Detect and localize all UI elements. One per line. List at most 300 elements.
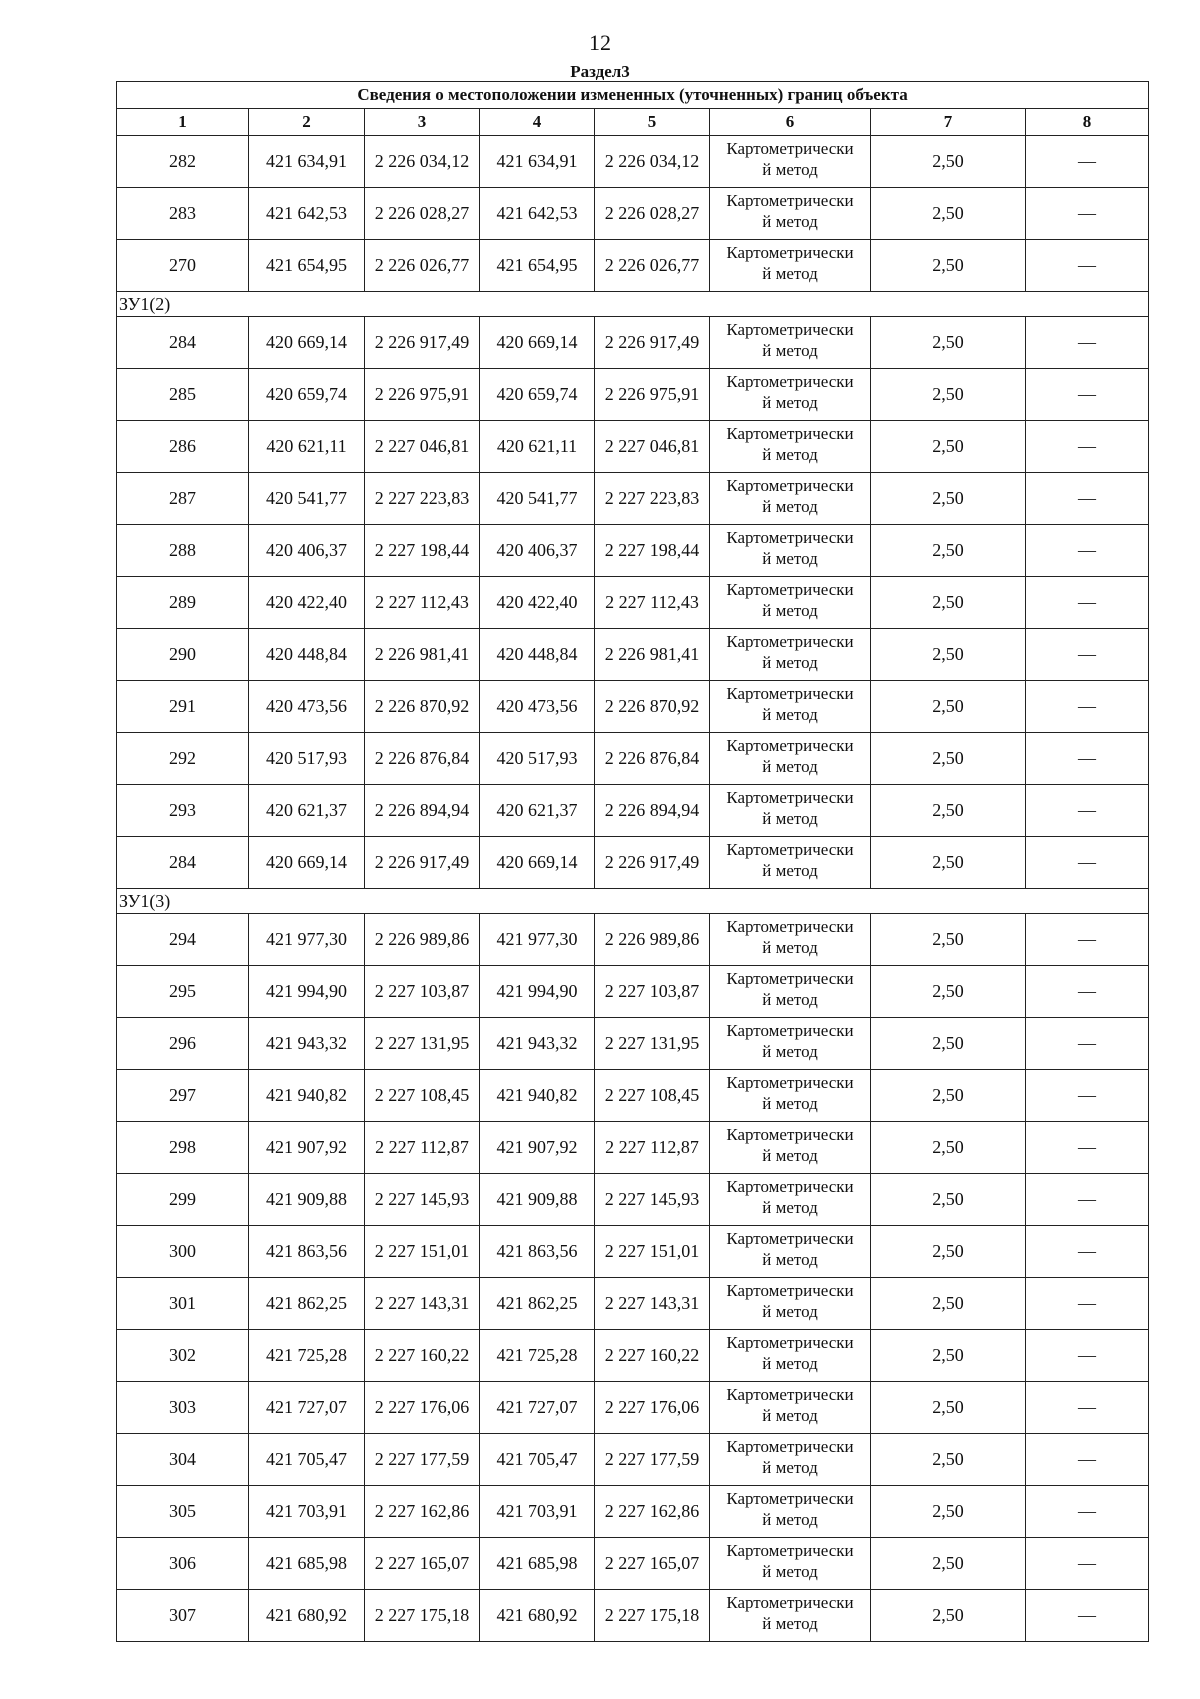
method-text-line: й метод [762, 160, 818, 179]
table-row [117, 733, 1149, 785]
table-row [117, 1070, 1149, 1122]
note-cell: — [1026, 317, 1149, 369]
note-cell: — [1026, 629, 1149, 681]
note-cell: — [1026, 1330, 1149, 1382]
table-row [117, 1122, 1149, 1174]
precision-cell: 2,50 [871, 525, 1026, 577]
method-cell [710, 1538, 871, 1590]
table-row [117, 1226, 1149, 1278]
x-new-cell: 420 621,37 [480, 785, 595, 837]
point-number-cell: 306 [117, 1538, 249, 1590]
column-header: 8 [1026, 109, 1149, 136]
note-cell: — [1026, 1070, 1149, 1122]
table-row [117, 681, 1149, 733]
precision-cell: 2,50 [871, 681, 1026, 733]
x-old-cell: 421 943,32 [249, 1018, 365, 1070]
y-old-cell: 2 227 223,83 [365, 473, 480, 525]
note-cell: — [1026, 1018, 1149, 1070]
note-cell: — [1026, 136, 1149, 188]
method-cell [710, 681, 871, 733]
y-old-cell: 2 227 103,87 [365, 966, 480, 1018]
method-text-line: й метод [762, 1614, 818, 1633]
method-cell [710, 1018, 871, 1070]
column-header: 4 [480, 109, 595, 136]
table-body [117, 136, 1149, 1642]
x-new-cell: 421 703,91 [480, 1486, 595, 1538]
note-cell: — [1026, 421, 1149, 473]
x-old-cell: 421 685,98 [249, 1538, 365, 1590]
y-new-cell: 2 226 870,92 [595, 681, 710, 733]
page-number: 12 [589, 30, 611, 55]
y-old-cell: 2 227 177,59 [365, 1434, 480, 1486]
x-old-cell: 421 909,88 [249, 1174, 365, 1226]
table-row [117, 240, 1149, 292]
note-cell: — [1026, 1382, 1149, 1434]
precision-cell: 2,50 [871, 1486, 1026, 1538]
column-header: 3 [365, 109, 480, 136]
x-old-cell: 421 680,92 [249, 1590, 365, 1642]
method-cell [710, 1486, 871, 1538]
x-new-cell: 420 621,11 [480, 421, 595, 473]
x-old-cell: 420 621,11 [249, 421, 365, 473]
y-old-cell: 2 227 143,31 [365, 1278, 480, 1330]
precision-cell: 2,50 [871, 1382, 1026, 1434]
y-old-cell: 2 226 034,12 [365, 136, 480, 188]
x-new-cell: 421 977,30 [480, 914, 595, 966]
method-text-line: й метод [762, 1250, 818, 1269]
method-text-line: й метод [762, 705, 818, 724]
x-new-cell: 421 634,91 [480, 136, 595, 188]
y-old-cell: 2 226 870,92 [365, 681, 480, 733]
x-new-cell: 421 685,98 [480, 1538, 595, 1590]
x-new-cell: 420 422,40 [480, 577, 595, 629]
x-new-cell: 421 862,25 [480, 1278, 595, 1330]
y-old-cell: 2 226 894,94 [365, 785, 480, 837]
precision-cell: 2,50 [871, 1330, 1026, 1382]
x-old-cell: 421 727,07 [249, 1382, 365, 1434]
method-text-line: Картометрически [726, 917, 854, 936]
note-cell: — [1026, 188, 1149, 240]
y-new-cell: 2 227 176,06 [595, 1382, 710, 1434]
method-text-line: й метод [762, 1354, 818, 1373]
x-new-cell: 420 669,14 [480, 317, 595, 369]
method-text-line: Картометрически [726, 1073, 854, 1092]
method-cell [710, 1174, 871, 1226]
y-old-cell: 2 227 165,07 [365, 1538, 480, 1590]
precision-cell: 2,50 [871, 1226, 1026, 1278]
y-old-cell: 2 227 198,44 [365, 525, 480, 577]
method-cell [710, 317, 871, 369]
x-old-cell: 421 863,56 [249, 1226, 365, 1278]
method-text-line: Картометрически [726, 372, 854, 391]
y-old-cell: 2 227 108,45 [365, 1070, 480, 1122]
x-new-cell: 420 517,93 [480, 733, 595, 785]
x-new-cell: 420 406,37 [480, 525, 595, 577]
x-old-cell: 421 654,95 [249, 240, 365, 292]
y-old-cell: 2 226 975,91 [365, 369, 480, 421]
x-new-cell: 421 943,32 [480, 1018, 595, 1070]
note-cell: — [1026, 837, 1149, 889]
method-text-line: Картометрически [726, 684, 854, 703]
x-new-cell: 420 473,56 [480, 681, 595, 733]
y-new-cell: 2 227 046,81 [595, 421, 710, 473]
point-number-cell: 292 [117, 733, 249, 785]
precision-cell: 2,50 [871, 966, 1026, 1018]
x-old-cell: 421 634,91 [249, 136, 365, 188]
y-old-cell: 2 227 160,22 [365, 1330, 480, 1382]
method-text-line: Картометрически [726, 191, 854, 210]
y-new-cell: 2 227 112,43 [595, 577, 710, 629]
column-header: 6 [710, 109, 871, 136]
y-old-cell: 2 227 176,06 [365, 1382, 480, 1434]
y-new-cell: 2 226 028,27 [595, 188, 710, 240]
method-text-line: Картометрически [726, 632, 854, 651]
point-number-cell: 290 [117, 629, 249, 681]
method-text-line: й метод [762, 341, 818, 360]
note-cell: — [1026, 577, 1149, 629]
method-text-line: й метод [762, 1146, 818, 1165]
method-text-line: й метод [762, 445, 818, 464]
x-new-cell: 420 448,84 [480, 629, 595, 681]
y-new-cell: 2 227 151,01 [595, 1226, 710, 1278]
method-text-line: Картометрически [726, 1177, 854, 1196]
method-text-line: й метод [762, 1302, 818, 1321]
method-cell [710, 1070, 871, 1122]
table-row [117, 577, 1149, 629]
precision-cell: 2,50 [871, 733, 1026, 785]
table-row [117, 1382, 1149, 1434]
x-new-cell: 421 994,90 [480, 966, 595, 1018]
x-old-cell: 420 406,37 [249, 525, 365, 577]
note-cell: — [1026, 1590, 1149, 1642]
x-old-cell: 421 907,92 [249, 1122, 365, 1174]
x-old-cell: 420 541,77 [249, 473, 365, 525]
x-old-cell: 420 448,84 [249, 629, 365, 681]
point-number-cell: 291 [117, 681, 249, 733]
table-row [117, 136, 1149, 188]
note-cell: — [1026, 1278, 1149, 1330]
y-new-cell: 2 226 034,12 [595, 136, 710, 188]
y-old-cell: 2 226 876,84 [365, 733, 480, 785]
point-number-cell: 294 [117, 914, 249, 966]
point-number-cell: 289 [117, 577, 249, 629]
x-old-cell: 421 940,82 [249, 1070, 365, 1122]
precision-cell: 2,50 [871, 914, 1026, 966]
y-old-cell: 2 226 917,49 [365, 837, 480, 889]
x-old-cell: 420 659,74 [249, 369, 365, 421]
y-old-cell: 2 226 989,86 [365, 914, 480, 966]
precision-cell: 2,50 [871, 317, 1026, 369]
method-text-line: й метод [762, 1042, 818, 1061]
method-text-line: й метод [762, 1198, 818, 1217]
point-number-cell: 284 [117, 837, 249, 889]
precision-cell: 2,50 [871, 421, 1026, 473]
x-old-cell: 420 621,37 [249, 785, 365, 837]
table-row [117, 1434, 1149, 1486]
note-cell: — [1026, 681, 1149, 733]
precision-cell: 2,50 [871, 1538, 1026, 1590]
method-cell [710, 733, 871, 785]
note-cell: — [1026, 525, 1149, 577]
column-header: 1 [117, 109, 249, 136]
precision-cell: 2,50 [871, 188, 1026, 240]
note-cell: — [1026, 473, 1149, 525]
point-number-cell: 270 [117, 240, 249, 292]
y-new-cell: 2 227 198,44 [595, 525, 710, 577]
y-new-cell: 2 226 981,41 [595, 629, 710, 681]
method-cell [710, 785, 871, 837]
table-row [117, 188, 1149, 240]
method-text-line: й метод [762, 1094, 818, 1113]
point-number-cell: 282 [117, 136, 249, 188]
y-new-cell: 2 227 108,45 [595, 1070, 710, 1122]
x-new-cell: 421 642,53 [480, 188, 595, 240]
method-text-line: Картометрически [726, 736, 854, 755]
y-new-cell: 2 227 165,07 [595, 1538, 710, 1590]
method-cell [710, 1590, 871, 1642]
y-new-cell: 2 227 103,87 [595, 966, 710, 1018]
table-row [117, 421, 1149, 473]
y-new-cell: 2 226 917,49 [595, 837, 710, 889]
method-cell [710, 525, 871, 577]
x-old-cell: 421 725,28 [249, 1330, 365, 1382]
table-row [117, 317, 1149, 369]
point-number-cell: 287 [117, 473, 249, 525]
note-cell: — [1026, 966, 1149, 1018]
method-cell [710, 1226, 871, 1278]
y-new-cell: 2 227 145,93 [595, 1174, 710, 1226]
method-text-line: й метод [762, 1458, 818, 1477]
method-text-line: Картометрически [726, 969, 854, 988]
method-text-line: Картометрически [726, 580, 854, 599]
x-new-cell: 421 863,56 [480, 1226, 595, 1278]
y-new-cell: 2 227 162,86 [595, 1486, 710, 1538]
point-number-cell: 301 [117, 1278, 249, 1330]
method-text-line: Картометрически [726, 139, 854, 158]
method-cell [710, 577, 871, 629]
method-text-line: й метод [762, 549, 818, 568]
method-text-line: Картометрически [726, 1489, 854, 1508]
x-old-cell: 421 977,30 [249, 914, 365, 966]
point-number-cell: 293 [117, 785, 249, 837]
y-old-cell: 2 226 981,41 [365, 629, 480, 681]
precision-cell: 2,50 [871, 1018, 1026, 1070]
y-old-cell: 2 227 145,93 [365, 1174, 480, 1226]
note-cell: — [1026, 240, 1149, 292]
y-new-cell: 2 227 160,22 [595, 1330, 710, 1382]
point-number-cell: 284 [117, 317, 249, 369]
x-old-cell: 421 862,25 [249, 1278, 365, 1330]
point-number-cell: 298 [117, 1122, 249, 1174]
method-text-line: й метод [762, 212, 818, 231]
method-text-line: й метод [762, 264, 818, 283]
method-cell [710, 966, 871, 1018]
x-old-cell: 421 642,53 [249, 188, 365, 240]
method-cell [710, 240, 871, 292]
precision-cell: 2,50 [871, 1434, 1026, 1486]
point-number-cell: 295 [117, 966, 249, 1018]
point-number-cell: 283 [117, 188, 249, 240]
method-cell [710, 473, 871, 525]
group-label: ЗУ1(3) [117, 889, 1149, 914]
y-old-cell: 2 227 151,01 [365, 1226, 480, 1278]
table-row [117, 1278, 1149, 1330]
column-header: 7 [871, 109, 1026, 136]
table-row [117, 473, 1149, 525]
y-old-cell: 2 227 131,95 [365, 1018, 480, 1070]
note-cell: — [1026, 1226, 1149, 1278]
method-cell [710, 1330, 871, 1382]
y-new-cell: 2 226 975,91 [595, 369, 710, 421]
method-cell [710, 188, 871, 240]
table-row [117, 1330, 1149, 1382]
note-cell: — [1026, 1122, 1149, 1174]
precision-cell: 2,50 [871, 1174, 1026, 1226]
y-old-cell: 2 226 028,27 [365, 188, 480, 240]
x-old-cell: 420 669,14 [249, 837, 365, 889]
y-old-cell: 2 227 112,43 [365, 577, 480, 629]
group-label: ЗУ1(2) [117, 292, 1149, 317]
method-text-line: й метод [762, 601, 818, 620]
method-text-line: Картометрически [726, 1541, 854, 1560]
column-header: 2 [249, 109, 365, 136]
section-title: Раздел3 [570, 62, 630, 81]
precision-cell: 2,50 [871, 1278, 1026, 1330]
method-cell [710, 837, 871, 889]
x-new-cell: 421 727,07 [480, 1382, 595, 1434]
table-row [117, 966, 1149, 1018]
method-text-line: Картометрически [726, 1281, 854, 1300]
method-text-line: Картометрически [726, 1385, 854, 1404]
x-new-cell: 421 909,88 [480, 1174, 595, 1226]
precision-cell: 2,50 [871, 369, 1026, 421]
point-number-cell: 286 [117, 421, 249, 473]
point-number-cell: 305 [117, 1486, 249, 1538]
method-text-line: й метод [762, 653, 818, 672]
point-number-cell: 304 [117, 1434, 249, 1486]
y-old-cell: 2 226 026,77 [365, 240, 480, 292]
precision-cell: 2,50 [871, 837, 1026, 889]
x-new-cell: 420 541,77 [480, 473, 595, 525]
table-row [117, 369, 1149, 421]
method-cell [710, 369, 871, 421]
method-text-line: Картометрически [726, 840, 854, 859]
method-text-line: Картометрически [726, 788, 854, 807]
method-text-line: й метод [762, 990, 818, 1009]
method-text-line: Картометрически [726, 243, 854, 262]
x-old-cell: 420 473,56 [249, 681, 365, 733]
y-old-cell: 2 227 046,81 [365, 421, 480, 473]
x-new-cell: 421 940,82 [480, 1070, 595, 1122]
table-row [117, 785, 1149, 837]
x-new-cell: 420 659,74 [480, 369, 595, 421]
y-new-cell: 2 227 112,87 [595, 1122, 710, 1174]
y-new-cell: 2 226 894,94 [595, 785, 710, 837]
method-cell [710, 1278, 871, 1330]
method-cell [710, 1122, 871, 1174]
y-old-cell: 2 227 162,86 [365, 1486, 480, 1538]
y-new-cell: 2 226 989,86 [595, 914, 710, 966]
precision-cell: 2,50 [871, 240, 1026, 292]
table-row [117, 1174, 1149, 1226]
table-row [117, 914, 1149, 966]
method-cell [710, 136, 871, 188]
method-cell [710, 1434, 871, 1486]
point-number-cell: 307 [117, 1590, 249, 1642]
column-number-row [117, 109, 1149, 136]
x-old-cell: 420 669,14 [249, 317, 365, 369]
x-new-cell: 421 705,47 [480, 1434, 595, 1486]
point-number-cell: 288 [117, 525, 249, 577]
x-old-cell: 421 994,90 [249, 966, 365, 1018]
table-row [117, 1018, 1149, 1070]
y-new-cell: 2 227 223,83 [595, 473, 710, 525]
method-text-line: Картометрически [726, 1229, 854, 1248]
method-text-line: й метод [762, 938, 818, 957]
x-old-cell: 421 705,47 [249, 1434, 365, 1486]
point-number-cell: 303 [117, 1382, 249, 1434]
precision-cell: 2,50 [871, 629, 1026, 681]
y-old-cell: 2 226 917,49 [365, 317, 480, 369]
method-text-line: Картометрически [726, 476, 854, 495]
method-cell [710, 914, 871, 966]
method-text-line: Картометрически [726, 1021, 854, 1040]
note-cell: — [1026, 1434, 1149, 1486]
table-row [117, 1538, 1149, 1590]
column-header: 5 [595, 109, 710, 136]
method-text-line: Картометрически [726, 1125, 854, 1144]
x-old-cell: 421 703,91 [249, 1486, 365, 1538]
note-cell: — [1026, 733, 1149, 785]
method-text-line: Картометрически [726, 320, 854, 339]
point-number-cell: 297 [117, 1070, 249, 1122]
y-new-cell: 2 226 917,49 [595, 317, 710, 369]
note-cell: — [1026, 1538, 1149, 1590]
method-text-line: й метод [762, 1562, 818, 1581]
method-text-line: й метод [762, 809, 818, 828]
precision-cell: 2,50 [871, 1122, 1026, 1174]
method-text-line: й метод [762, 1406, 818, 1425]
point-number-cell: 302 [117, 1330, 249, 1382]
table-group-row [117, 292, 1149, 317]
y-new-cell: 2 227 143,31 [595, 1278, 710, 1330]
table-row [117, 629, 1149, 681]
table-row [117, 525, 1149, 577]
precision-cell: 2,50 [871, 473, 1026, 525]
y-new-cell: 2 226 876,84 [595, 733, 710, 785]
table-row [117, 1590, 1149, 1642]
method-text-line: Картометрически [726, 1437, 854, 1456]
table-caption: Сведения о местоположении измененных (уточненных) границ объекта [117, 82, 1149, 109]
precision-cell: 2,50 [871, 136, 1026, 188]
table-group-row [117, 889, 1149, 914]
y-new-cell: 2 227 177,59 [595, 1434, 710, 1486]
point-number-cell: 299 [117, 1174, 249, 1226]
method-text-line: Картометрически [726, 424, 854, 443]
table-row [117, 1486, 1149, 1538]
note-cell: — [1026, 369, 1149, 421]
x-old-cell: 420 422,40 [249, 577, 365, 629]
precision-cell: 2,50 [871, 577, 1026, 629]
y-new-cell: 2 227 175,18 [595, 1590, 710, 1642]
x-new-cell: 421 725,28 [480, 1330, 595, 1382]
note-cell: — [1026, 1174, 1149, 1226]
method-text-line: й метод [762, 497, 818, 516]
method-text-line: й метод [762, 393, 818, 412]
x-old-cell: 420 517,93 [249, 733, 365, 785]
y-old-cell: 2 227 175,18 [365, 1590, 480, 1642]
x-new-cell: 421 654,95 [480, 240, 595, 292]
